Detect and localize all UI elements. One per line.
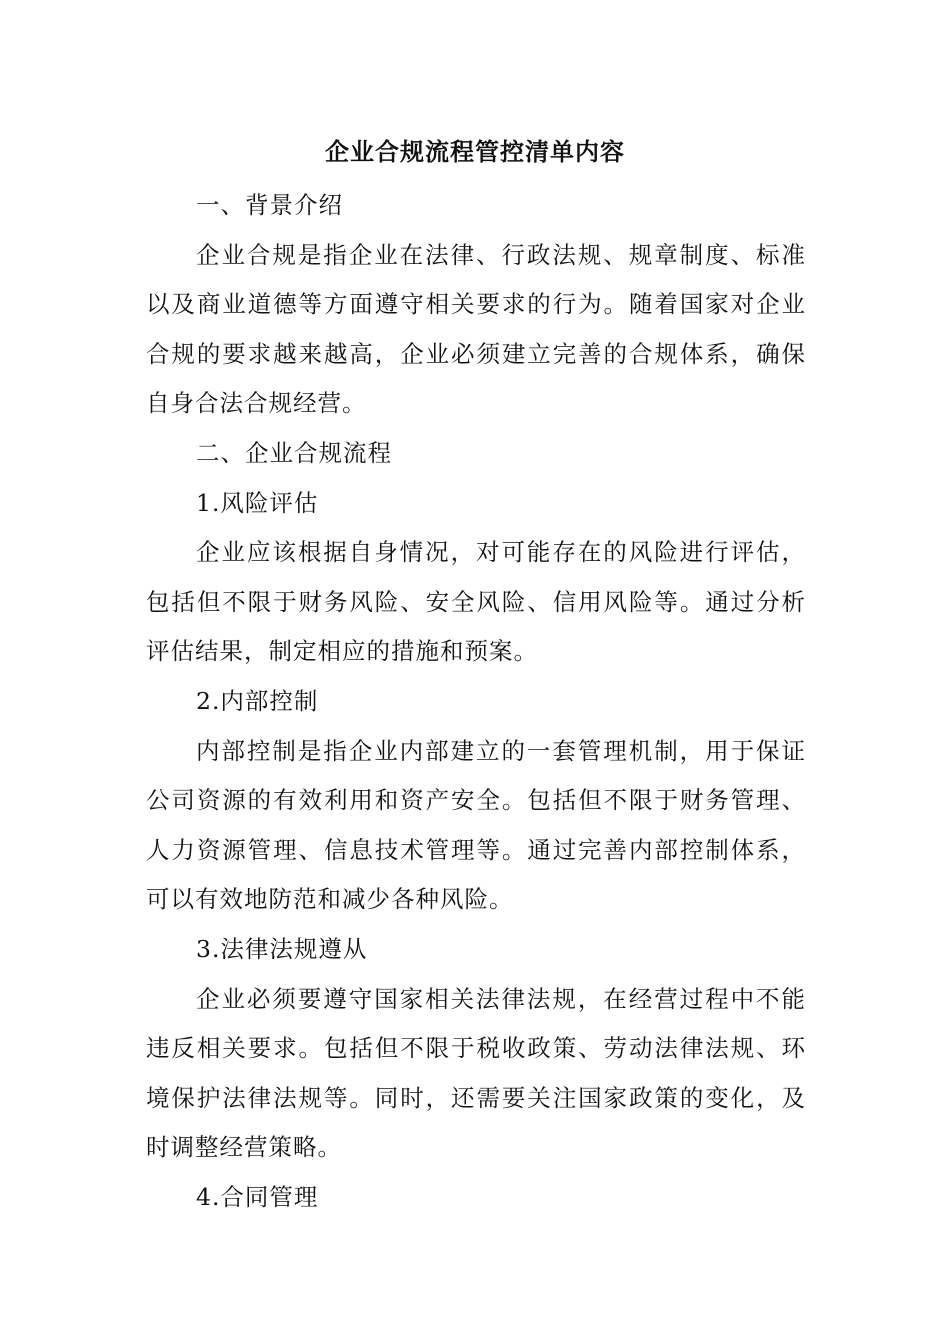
section-heading-process: 二、企业合规流程 [196,438,392,467]
section-heading-background: 一、背景介绍 [196,191,343,219]
paragraph-internal-control: 内部控制是指企业内部建立的一套管理机制，用于保证公司资源的有效利用和资产安全。包括但不限于财务管理、人力资源管理、信息技术管理等。通过完善内部控制体系，可以有效地防范和减少各种风险。 [146,736,806,914]
subheading-legal-compliance: 3.法律法规遵从 [196,934,368,963]
paragraph-risk-assessment: 企业应该根据自身情况，对可能存在的风险进行评估，包括但不限于财务风险、安全风险、信用风险等。通过分析评估结果，制定相应的措施和预案。 [146,538,806,666]
subheading-contract-management: 4.合同管理 [196,1182,319,1211]
subheading-internal-control: 2.内部控制 [196,686,319,715]
document-title: 企业合规流程管控清单内容 [325,137,625,166]
document-body [146,181,806,1222]
subheading-risk-assessment: 1.风险评估 [196,488,319,517]
paragraph-legal-compliance: 企业必须要遵守国家相关法律法规，在经营过程中不能违反相关要求。包括但不限于税收政策、劳动法律法规、环境保护法律法规等。同时，还需要关注国家政策的变化，及时调整经营策略。 [146,984,806,1162]
paragraph-background: 企业合规是指企业在法律、行政法规、规章制度、标准以及商业道德等方面遵守相关要求的行为。随着国家对企业合规的要求越来越高，企业必须建立完善的合规体系，确保自身合法合规经营。 [146,240,806,418]
